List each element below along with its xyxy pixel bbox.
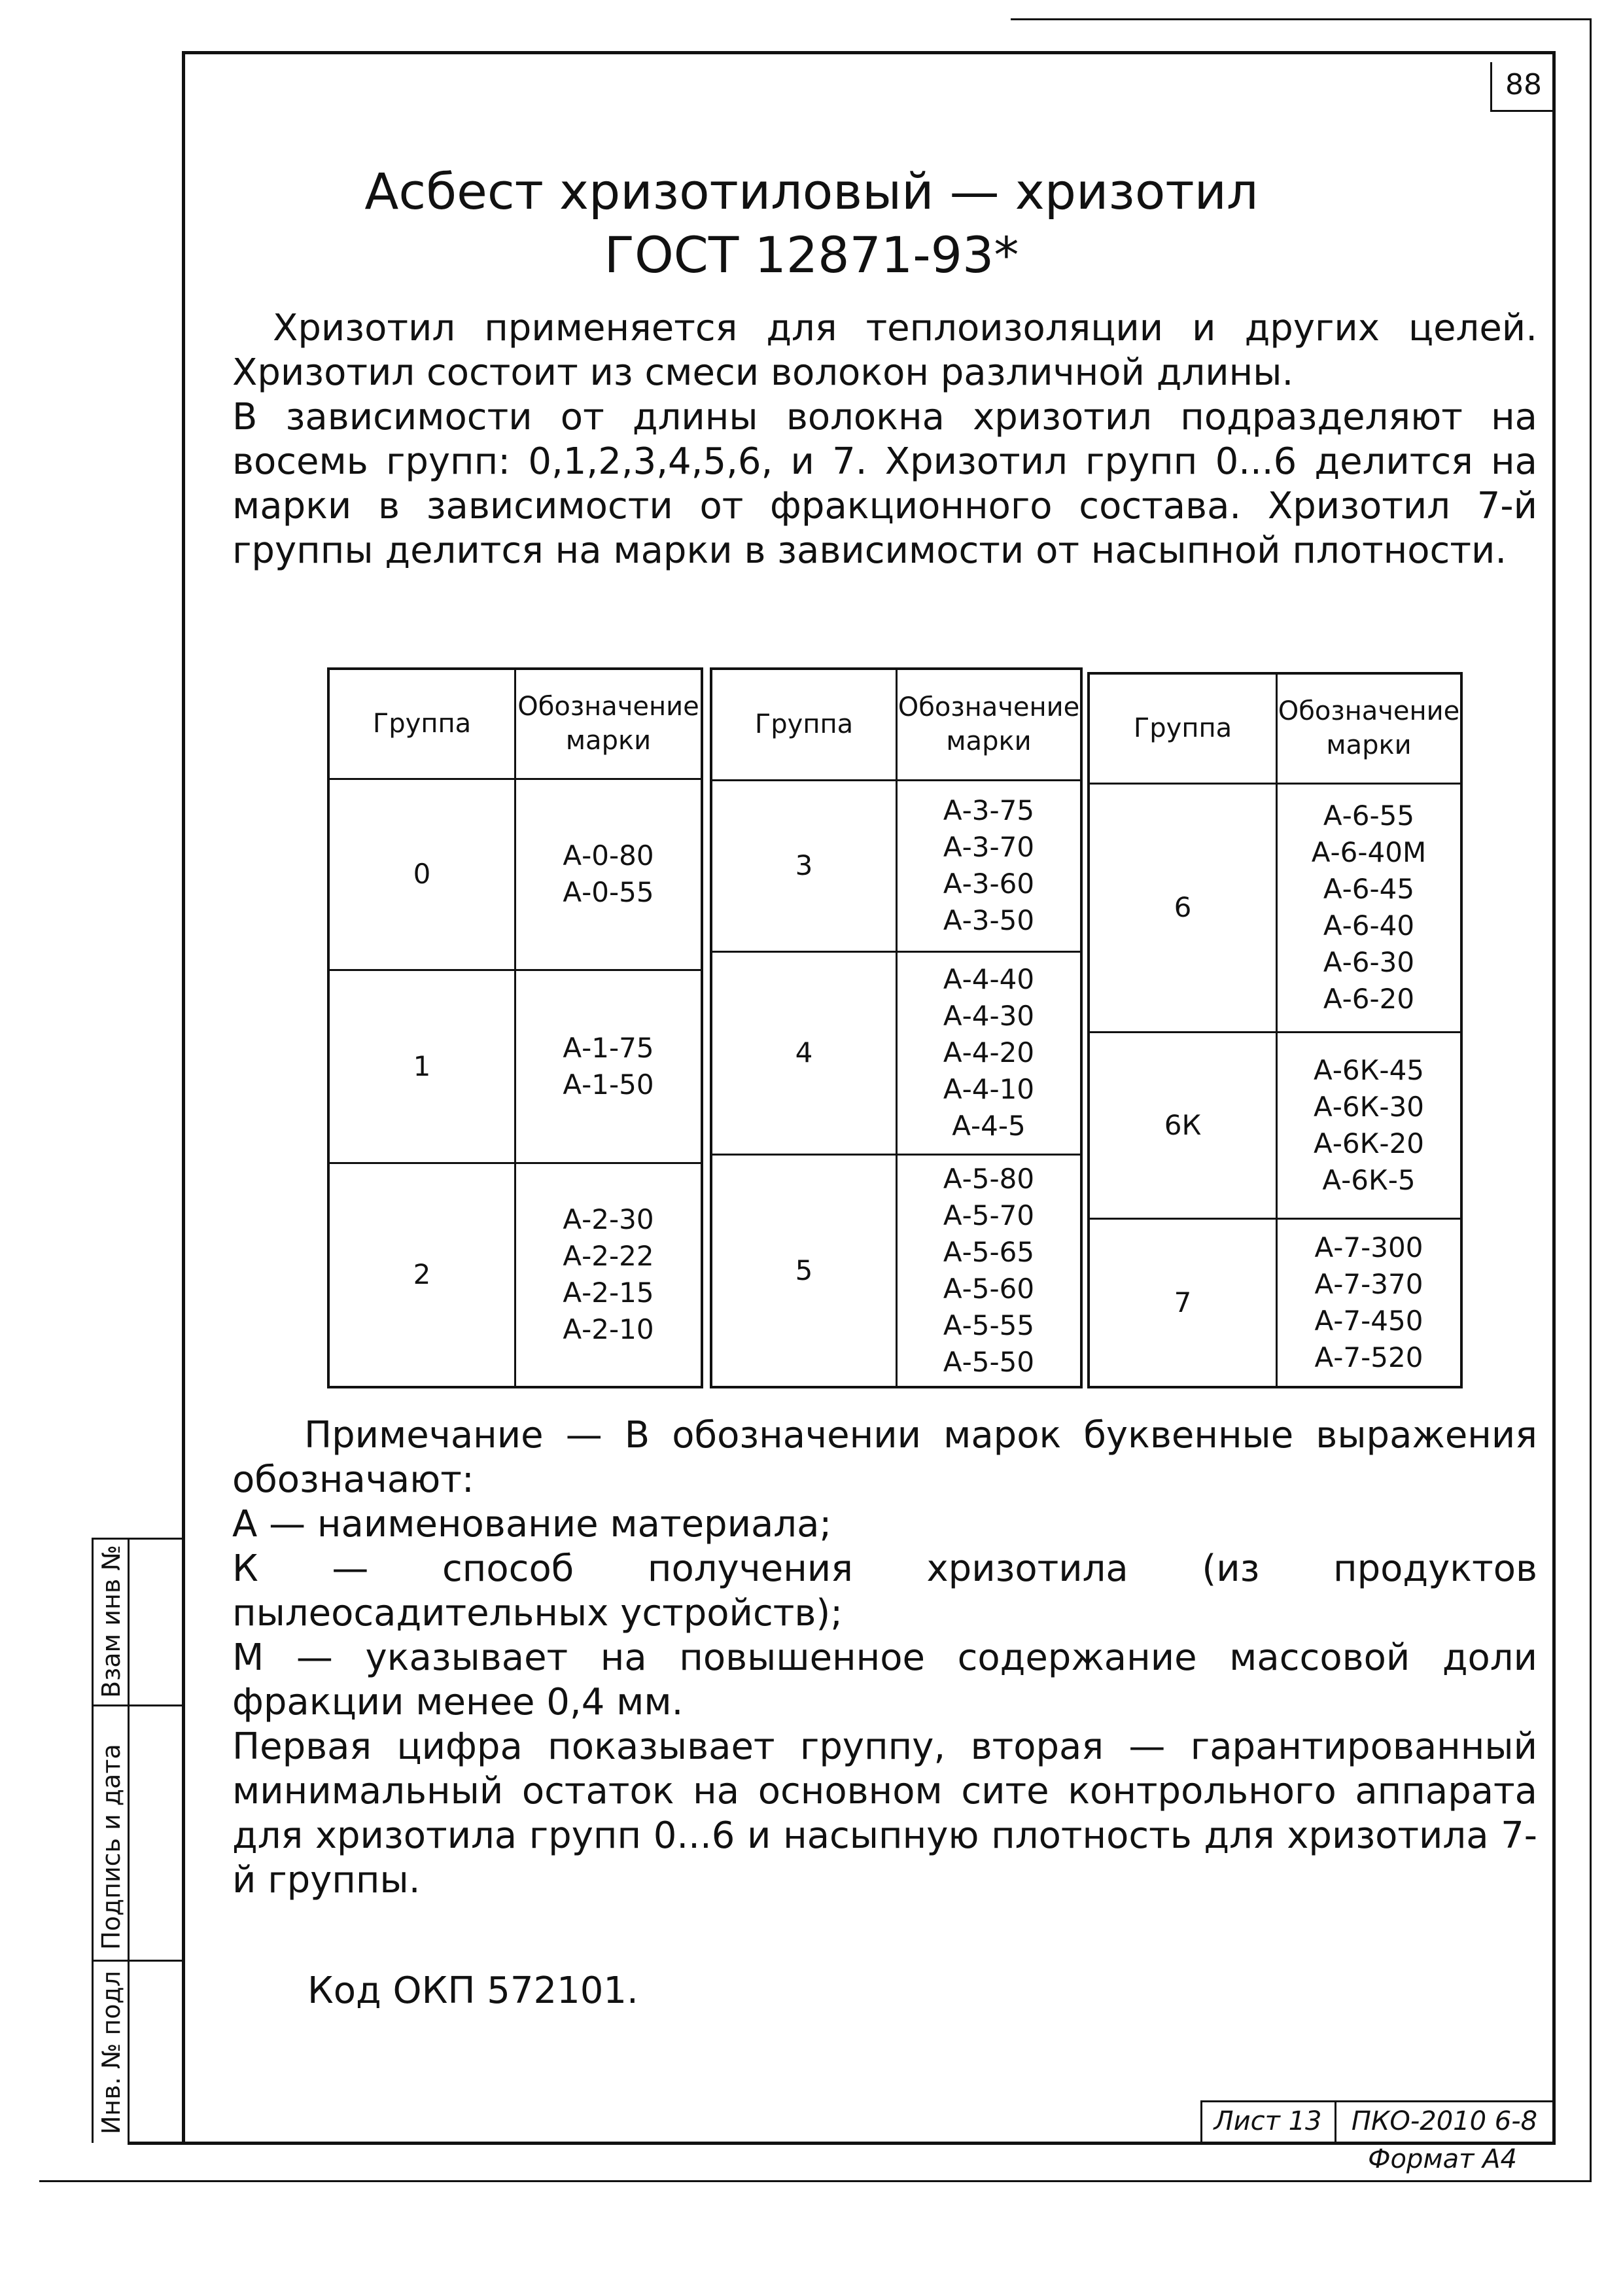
stamp-divider-1 <box>92 1704 183 1706</box>
intro-paragraph-1: Хризотил применяется для теплоизоляции и других целей. Хризотил состоит из смеси волокон различной длины. <box>232 307 1537 394</box>
stamp-top <box>92 1538 183 1540</box>
footer-doc-code: ПКО-2010 6-8 <box>1351 2106 1538 2136</box>
marks-cell: А-3-75 А-3-70 А-3-60 А-3-50 <box>897 780 1082 951</box>
group-cell: 3 <box>711 780 897 951</box>
header-mark: Обозначение марки <box>1277 673 1462 783</box>
stamp-inner-left <box>128 1538 130 2143</box>
footer-sheet: Лист 13 <box>1213 2106 1322 2136</box>
page-number-box-bottom <box>1490 110 1556 112</box>
frame-right <box>1552 51 1556 2145</box>
stamp-divider-2 <box>92 1960 183 1962</box>
marks-cell: А-5-80 А-5-70 А-5-65 А-5-60 А-5-55 А-5-50 <box>897 1154 1082 1387</box>
group-cell: 7 <box>1089 1218 1277 1387</box>
page-number-box-left <box>1490 62 1492 111</box>
note-line: А — наименование материала; <box>232 1503 832 1545</box>
note-line: М — указывает на повышенное содержание массовой доли фракции менее 0,4 мм. <box>232 1636 1537 1723</box>
group-cell: 4 <box>711 951 897 1154</box>
marks-cell: А-7-300 А-7-370 А-7-450 А-7-520 <box>1277 1218 1462 1387</box>
note-text <box>232 1413 1537 1903</box>
stamp-label-vzam: Взам инв № <box>97 1545 126 1698</box>
marks-cell: А-6К-45 А-6К-30 А-6К-20 А-6К-5 <box>1277 1032 1462 1218</box>
footer-format: Формат А4 <box>1368 2144 1517 2174</box>
top-edge-line <box>1011 18 1590 20</box>
header-mark: Обозначение марки <box>515 669 703 779</box>
group-cell: 5 <box>711 1154 897 1387</box>
header-mark: Обозначение марки <box>897 669 1082 780</box>
group-cell: 0 <box>328 779 515 970</box>
header-group: Группа <box>711 669 897 780</box>
right-edge-line <box>1590 18 1592 2181</box>
group-cell: 6К <box>1089 1032 1277 1218</box>
header-group: Группа <box>1089 673 1277 783</box>
stamp-outer-left <box>92 1538 94 2143</box>
group-cell: 6 <box>1089 783 1277 1032</box>
header-group: Группа <box>328 669 515 779</box>
marks-cell: А-1-75 А-1-50 <box>515 970 703 1163</box>
document-title: Асбест хризотиловый — хризотил <box>364 162 1259 221</box>
document-standard: ГОСТ 12871-93* <box>604 226 1019 284</box>
groups-table-1 <box>327 667 703 1388</box>
note-line: Примечание — В обозначении марок буквенные выражения обозначают: <box>232 1414 1537 1501</box>
marks-cell: А-4-40 А-4-30 А-4-20 А-4-10 А-4-5 <box>897 951 1082 1154</box>
okp-code: Код ОКП 572101. <box>307 1969 638 2012</box>
marks-cell: А-2-30 А-2-22 А-2-15 А-2-10 <box>515 1163 703 1387</box>
note-line: Первая цифра показывает группу, вторая — гарантированный минимальный остаток на основном сите контрольного аппарата для хризотила групп 0...6 и насыпную плотность для хризотила 7-й группы. <box>232 1725 1537 1901</box>
frame-top <box>183 51 1556 54</box>
group-cell: 1 <box>328 970 515 1163</box>
intro-text <box>232 306 1537 573</box>
stamp-label-podpis: Подпись и дата <box>97 1744 126 1950</box>
page-number: 88 <box>1505 68 1542 101</box>
bottom-edge-line <box>39 2180 1592 2182</box>
marks-cell: А-6-55 А-6-40М А-6-45 А-6-40 А-6-30 А-6-20 <box>1277 783 1462 1032</box>
note-line: К — способ получения хризотила (из продуктов пылеосадительных устройств); <box>232 1547 1537 1634</box>
group-cell: 2 <box>328 1163 515 1387</box>
frame-left <box>182 51 185 2145</box>
groups-table-3 <box>1087 672 1463 1388</box>
marks-cell: А-0-80 А-0-55 <box>515 779 703 970</box>
stamp-label-inv: Инв. № подл <box>97 1970 126 2134</box>
groups-table-2 <box>710 667 1083 1388</box>
intro-paragraph-2: В зависимости от длины волокна хризотил подразделяют на восемь групп: 0,1,2,3,4,5,6, и 7. Хризотил групп 0...6 делится на марки в зависимости от фракционного состава. Хризотил 7-й группы делится на марки в зависимости от насыпной плотности. <box>232 396 1537 572</box>
